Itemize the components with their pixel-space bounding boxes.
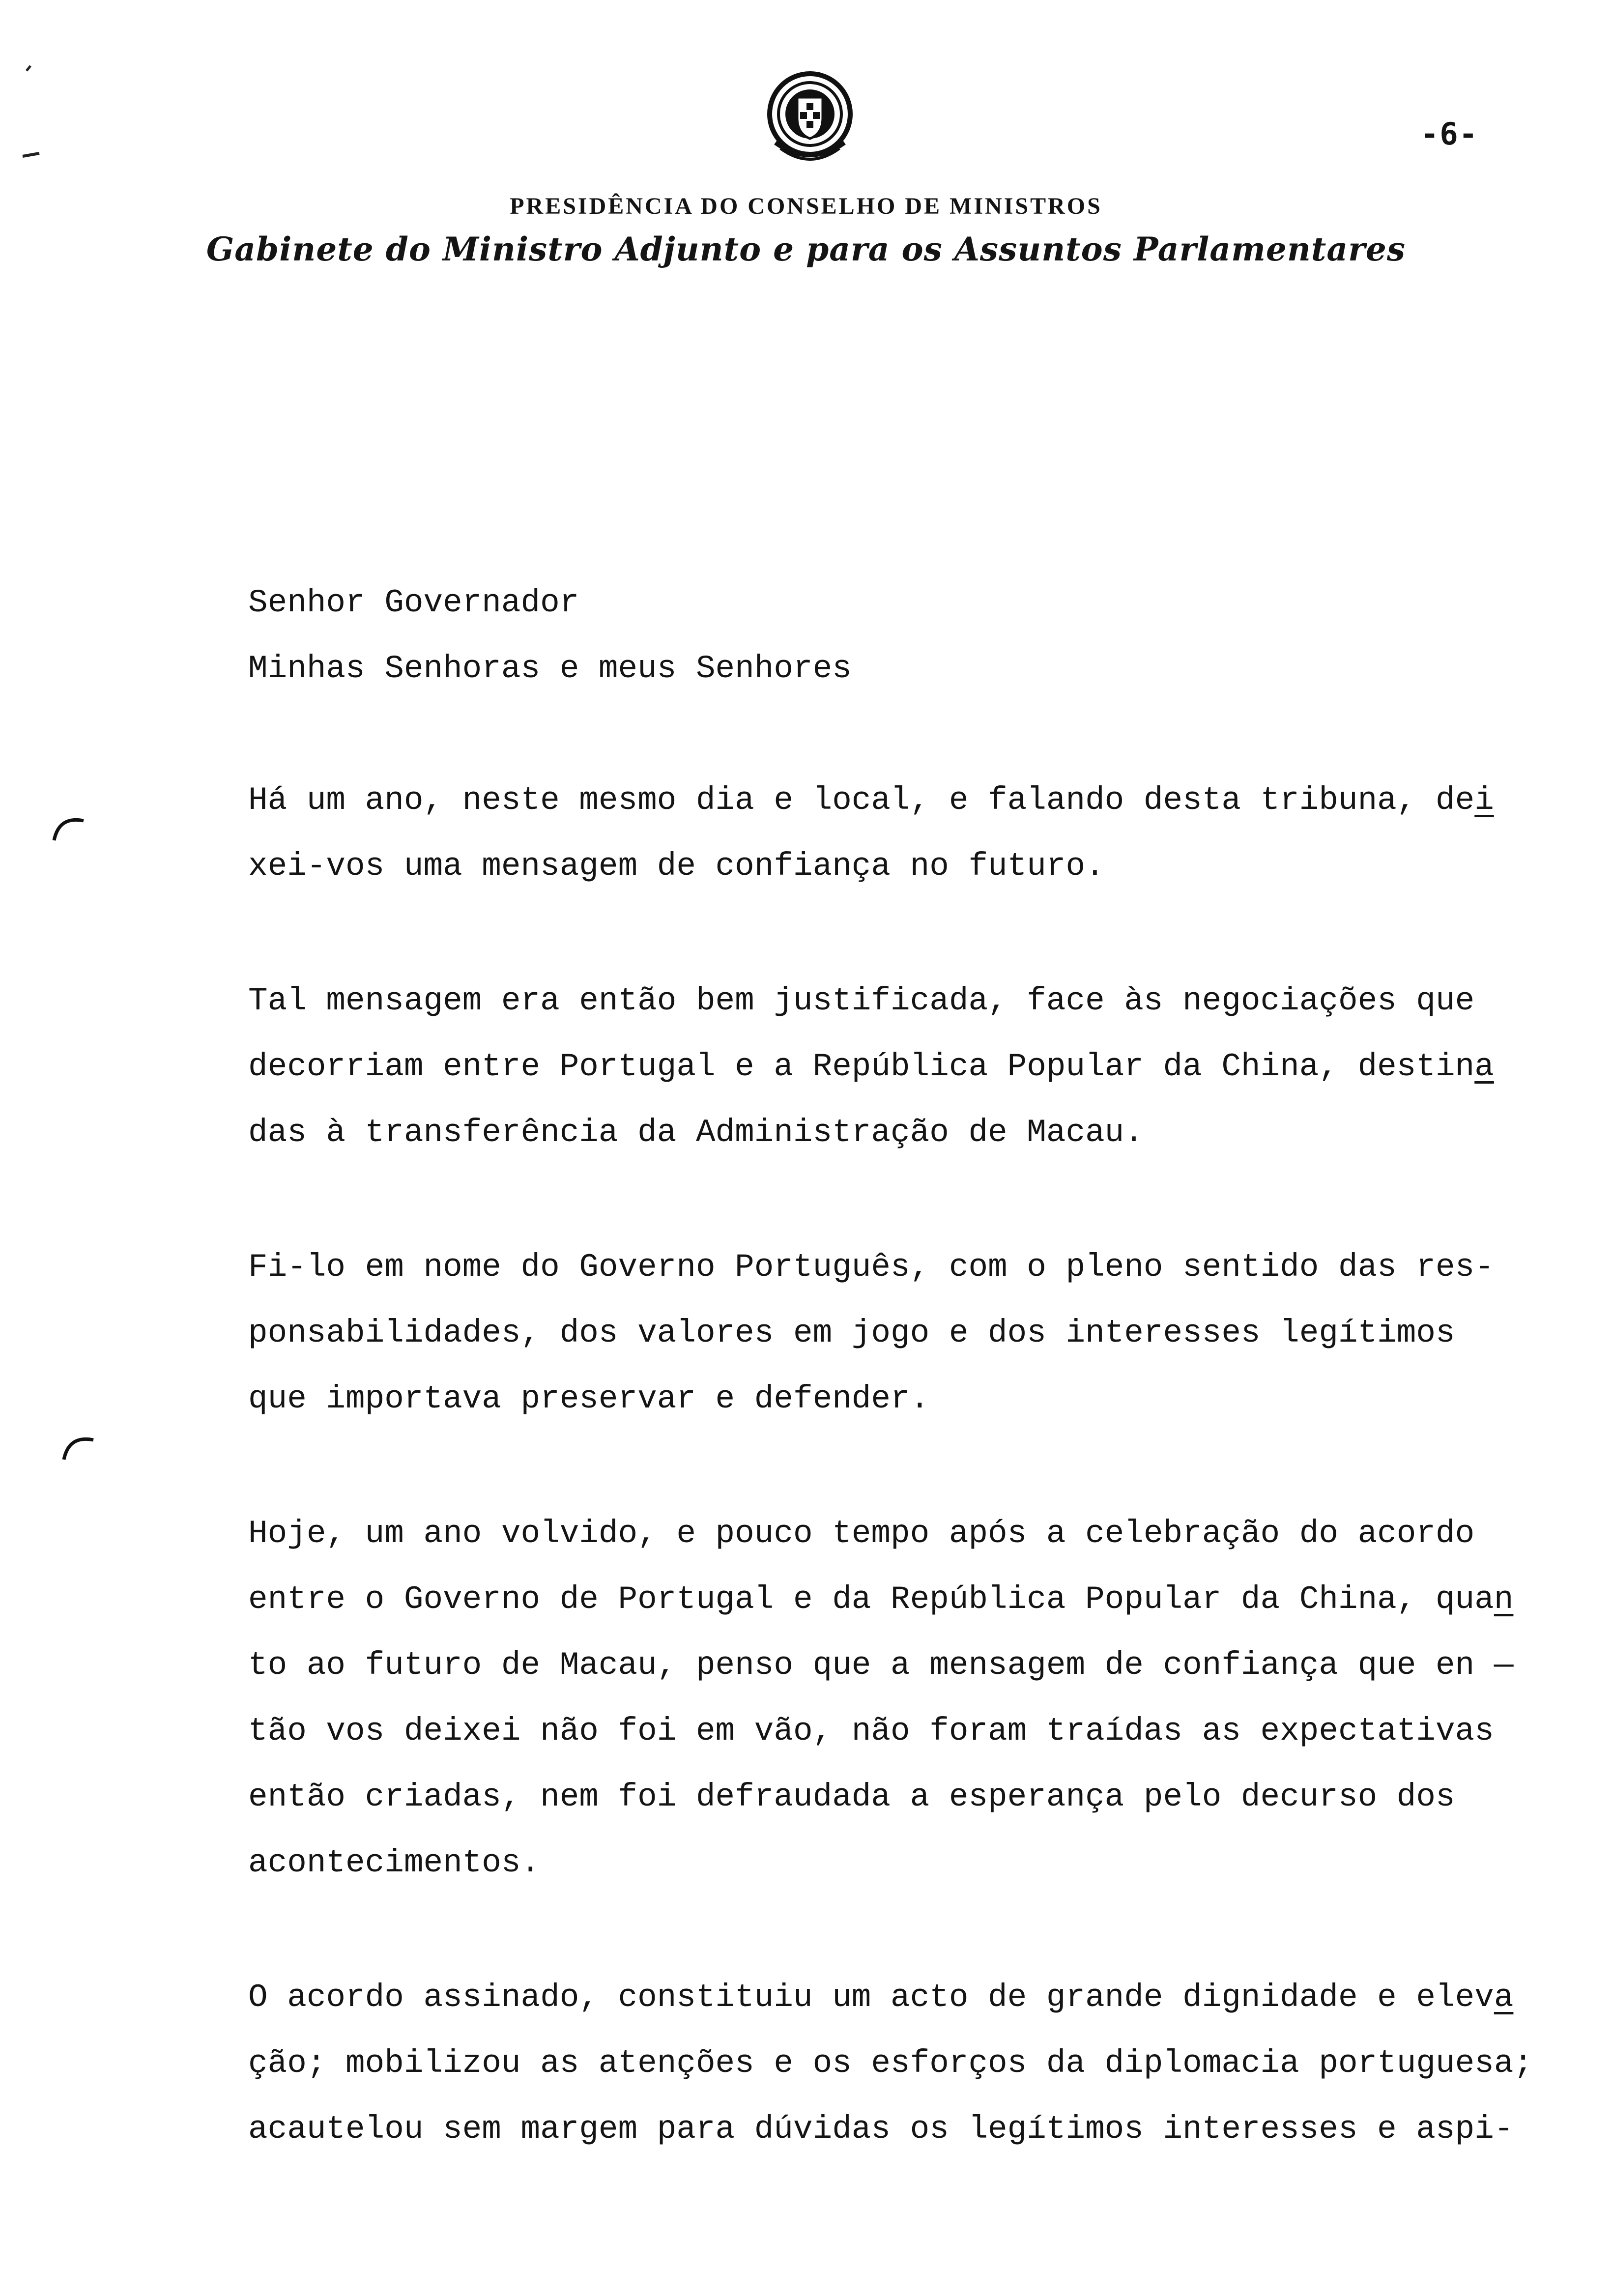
text-line: ponsabilidades, dos valores em jogo e dos interesses legítimos bbox=[248, 1315, 1455, 1351]
institution-heading: PRESIDÊNCIA DO CONSELHO DE MINISTROS bbox=[510, 193, 1102, 219]
page-number: -6- bbox=[1420, 116, 1478, 152]
punch-hole-mark bbox=[59, 1425, 103, 1469]
text-line: das à transferência da Administração de Macau. bbox=[248, 1114, 1144, 1151]
text-line: to ao futuro de Macau, penso que a mensagem de confiança que en — bbox=[248, 1647, 1514, 1684]
salutation-line: Senhor Governador bbox=[248, 584, 579, 621]
salutation-line: Minhas Senhoras e meus Senhores bbox=[248, 650, 852, 687]
scan-speck bbox=[20, 147, 49, 162]
portuguese-coat-of-arms-icon bbox=[761, 69, 859, 172]
text-line: entre o Governo de Portugal e da República Popular da China, quan bbox=[248, 1581, 1514, 1618]
paragraph bbox=[248, 768, 1546, 899]
text-line: O acordo assinado, constituiu um acto de grande dignidade e eleva bbox=[248, 1979, 1514, 2016]
text-line: Hoje, um ano volvido, e pouco tempo após a celebração do acordo bbox=[248, 1515, 1475, 1552]
text-line: xei-vos uma mensagem de confiança no futuro. bbox=[248, 848, 1105, 885]
text-line: Há um ano, neste mesmo dia e local, e falando desta tribuna, dei bbox=[248, 782, 1494, 819]
paragraph bbox=[248, 1234, 1546, 1432]
paragraph bbox=[248, 1501, 1546, 1896]
text-line: ção; mobilizou as atenções e os esforços da diplomacia portuguesa; bbox=[248, 2045, 1533, 2082]
text-line: que importava preservar e defender. bbox=[248, 1380, 930, 1417]
letter-body bbox=[248, 570, 1546, 2162]
text-line: acautelou sem margem para dúvidas os legítimos interesses e aspi- bbox=[248, 2111, 1514, 2148]
text-line: acontecimentos. bbox=[248, 1844, 541, 1881]
text-line: então criadas, nem foi defraudada a esperança pelo decurso dos bbox=[248, 1779, 1455, 1815]
text-line: Fi-lo em nome do Governo Português, com o pleno sentido das res- bbox=[248, 1249, 1494, 1286]
cabinet-subheading: Gabinete do Ministro Adjunto e para os Assuntos Parlamentares bbox=[206, 230, 1406, 268]
text-line: Tal mensagem era então bem justificada, face às negociações que bbox=[248, 982, 1475, 1019]
paragraph bbox=[248, 968, 1546, 1166]
text-line: decorriam entre Portugal e a República Popular da China, destina bbox=[248, 1048, 1494, 1085]
scan-speck bbox=[20, 59, 39, 79]
text-line: tão vos deixei não foi em vão, não foram traídas as expectativas bbox=[248, 1713, 1494, 1750]
paragraph bbox=[248, 1965, 1546, 2162]
punch-hole-mark bbox=[49, 806, 93, 850]
